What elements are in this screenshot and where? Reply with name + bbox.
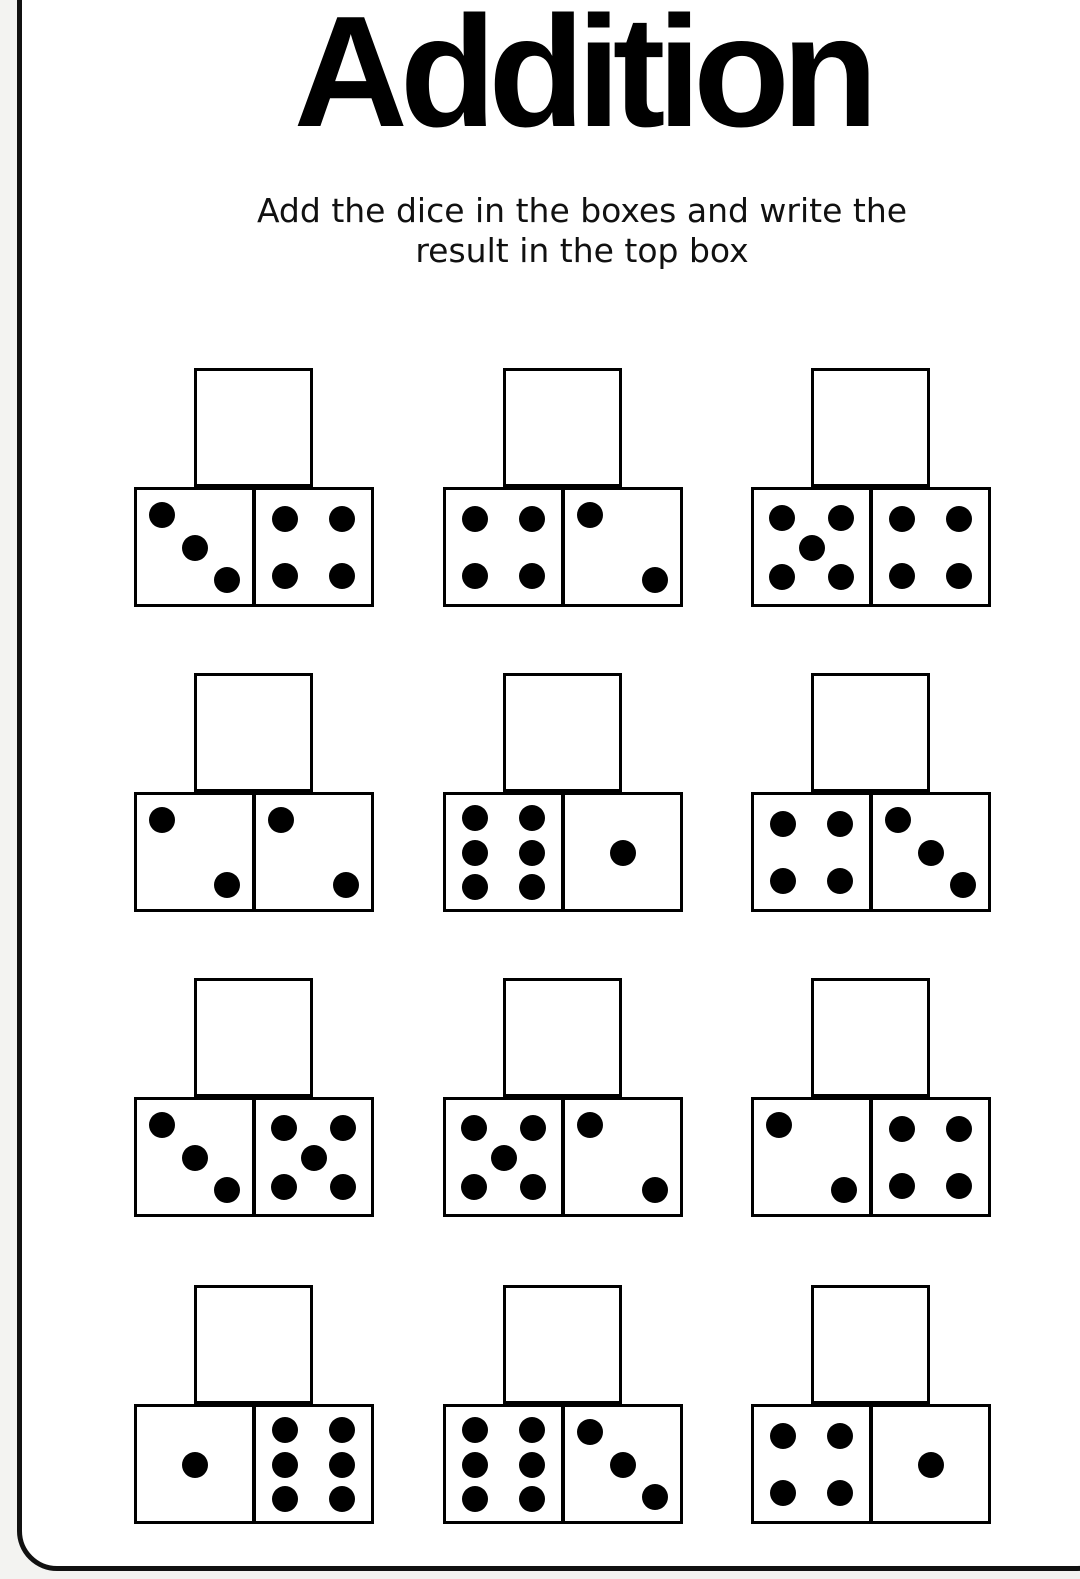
die-pip (462, 874, 488, 900)
addition-problem (134, 1285, 376, 1525)
die-pip (577, 1419, 603, 1445)
die-pip (946, 563, 972, 589)
die-pip (770, 868, 796, 894)
die-left (751, 487, 872, 607)
die-pip (766, 1112, 792, 1138)
die-pip (149, 807, 175, 833)
instructions-line-2: result in the top box (415, 231, 749, 270)
die-pip (214, 872, 240, 898)
answer-box[interactable] (194, 978, 313, 1097)
die-pip (769, 505, 795, 531)
die-pip (519, 805, 545, 831)
die-pip (828, 505, 854, 531)
answer-box[interactable] (194, 673, 313, 792)
die-pip (149, 1112, 175, 1138)
die-pip (519, 840, 545, 866)
die-right (562, 792, 683, 912)
die-right (870, 487, 991, 607)
die-left (443, 487, 564, 607)
die-pip (610, 840, 636, 866)
die-right (870, 792, 991, 912)
answer-box[interactable] (503, 978, 622, 1097)
die-pip (828, 564, 854, 590)
die-pip (301, 1145, 327, 1171)
die-left (443, 792, 564, 912)
die-left (443, 1097, 564, 1217)
die-pip (520, 1174, 546, 1200)
die-left (134, 792, 255, 912)
addition-problem (751, 978, 993, 1218)
die-pip (950, 872, 976, 898)
die-pip (946, 1173, 972, 1199)
addition-problem (443, 978, 685, 1218)
die-pip (333, 872, 359, 898)
die-left (134, 487, 255, 607)
die-pip (329, 1452, 355, 1478)
die-left (751, 1097, 872, 1217)
worksheet-instructions (22, 191, 1080, 271)
die-pip (827, 868, 853, 894)
answer-box[interactable] (811, 1285, 930, 1404)
die-left (751, 1404, 872, 1524)
die-pip (799, 535, 825, 561)
die-pip (577, 502, 603, 528)
answer-box[interactable] (811, 978, 930, 1097)
die-pip (889, 563, 915, 589)
die-pip (519, 874, 545, 900)
die-pip (770, 811, 796, 837)
die-pip (827, 811, 853, 837)
worksheet-page (17, 0, 1080, 1571)
die-pip (519, 563, 545, 589)
die-right (562, 487, 683, 607)
die-pip (519, 1452, 545, 1478)
die-pip (642, 1177, 668, 1203)
die-pip (272, 1417, 298, 1443)
die-left (134, 1097, 255, 1217)
die-right (253, 487, 374, 607)
die-left (443, 1404, 564, 1524)
die-pip (918, 1452, 944, 1478)
instructions-line-1: Add the dice in the boxes and write the (256, 191, 908, 230)
die-right (562, 1097, 683, 1217)
die-left (751, 792, 872, 912)
die-right (870, 1097, 991, 1217)
die-pip (491, 1145, 517, 1171)
answer-box[interactable] (811, 368, 930, 487)
die-pip (461, 1115, 487, 1141)
die-pip (831, 1177, 857, 1203)
die-pip (946, 1116, 972, 1142)
die-pip (329, 1486, 355, 1512)
die-pip (271, 1174, 297, 1200)
addition-problem (751, 1285, 993, 1525)
die-pip (577, 1112, 603, 1138)
die-pip (272, 563, 298, 589)
die-pip (462, 1452, 488, 1478)
die-pip (330, 1174, 356, 1200)
die-pip (272, 1452, 298, 1478)
die-pip (330, 1115, 356, 1141)
die-pip (214, 567, 240, 593)
die-pip (329, 563, 355, 589)
die-pip (519, 506, 545, 532)
addition-problem (134, 673, 376, 913)
addition-problem (134, 368, 376, 608)
die-pip (462, 563, 488, 589)
die-right (253, 1097, 374, 1217)
addition-problem (443, 368, 685, 608)
answer-box[interactable] (811, 673, 930, 792)
die-pip (214, 1177, 240, 1203)
die-pip (642, 1484, 668, 1510)
die-pip (182, 535, 208, 561)
die-pip (268, 807, 294, 833)
answer-box[interactable] (194, 1285, 313, 1404)
die-pip (271, 1115, 297, 1141)
die-pip (272, 506, 298, 532)
die-pip (272, 1486, 298, 1512)
die-pip (610, 1452, 636, 1478)
die-pip (462, 506, 488, 532)
die-pip (182, 1145, 208, 1171)
die-pip (462, 1417, 488, 1443)
worksheet-title: Addition (293, 0, 871, 160)
die-pip (462, 840, 488, 866)
addition-problem (443, 673, 685, 913)
die-pip (462, 805, 488, 831)
addition-problem (751, 673, 993, 913)
answer-box[interactable] (194, 368, 313, 487)
die-pip (946, 506, 972, 532)
die-pip (149, 502, 175, 528)
die-pip (769, 564, 795, 590)
die-pip (770, 1480, 796, 1506)
die-pip (519, 1486, 545, 1512)
die-left (134, 1404, 255, 1524)
die-pip (461, 1174, 487, 1200)
die-right (253, 1404, 374, 1524)
answer-box[interactable] (503, 1285, 622, 1404)
die-pip (642, 567, 668, 593)
die-pip (889, 506, 915, 532)
die-pip (918, 840, 944, 866)
die-pip (182, 1452, 208, 1478)
die-pip (885, 807, 911, 833)
die-pip (329, 506, 355, 532)
die-right (253, 792, 374, 912)
die-pip (827, 1480, 853, 1506)
die-right (562, 1404, 683, 1524)
die-pip (520, 1115, 546, 1141)
die-pip (889, 1173, 915, 1199)
answer-box[interactable] (503, 673, 622, 792)
die-right (870, 1404, 991, 1524)
die-pip (889, 1116, 915, 1142)
die-pip (462, 1486, 488, 1512)
addition-problem (751, 368, 993, 608)
die-pip (770, 1423, 796, 1449)
addition-problem (443, 1285, 685, 1525)
answer-box[interactable] (503, 368, 622, 487)
die-pip (827, 1423, 853, 1449)
addition-problem (134, 978, 376, 1218)
die-pip (519, 1417, 545, 1443)
die-pip (329, 1417, 355, 1443)
